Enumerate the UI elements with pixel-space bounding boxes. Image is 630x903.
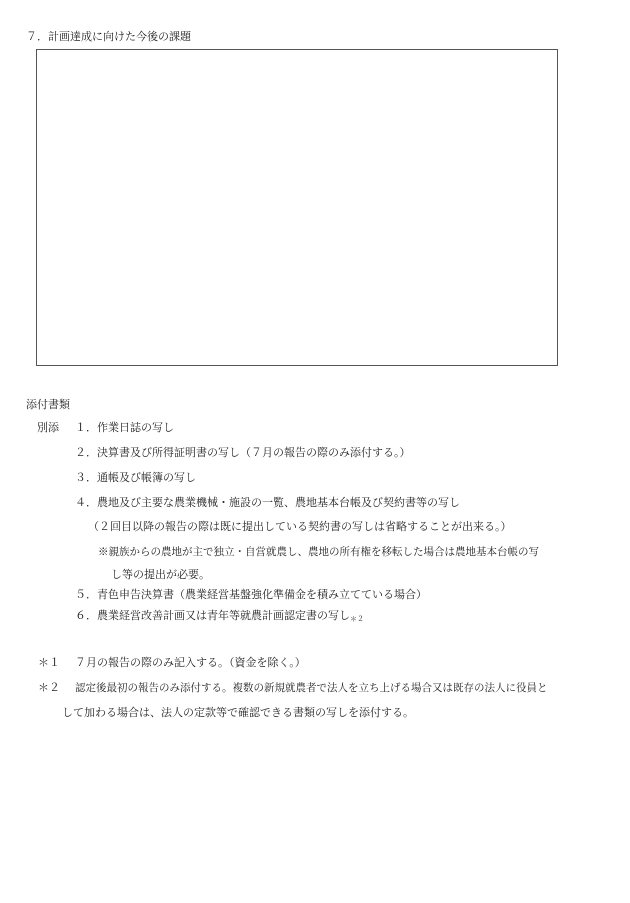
attachment-item-4-note: （２回目以降の報告の際は既に提出している契約書の写しは省略することが出来る。） <box>88 520 512 533</box>
section-7-heading: ７．計画達成に向けた今後の課題 <box>26 30 191 43</box>
attachments-heading: 添付書類 <box>26 398 70 411</box>
attachment-item-2: ２．決算書及び所得証明書の写し（７月の報告の際のみ添付する。） <box>75 446 411 459</box>
attachment-item-5: ５．青色申告決算書（農業経営基盤強化準備金を積み立てている場合） <box>75 588 427 601</box>
attachment-item-1: １．作業日誌の写し <box>75 421 174 434</box>
attachment-item-4-remark-cont: し等の提出が必要。 <box>111 568 210 581</box>
attachment-item-6-text: ６．農業経営改善計画又は青年等就農計画認定書の写し <box>75 609 350 622</box>
note-1-text: ７月の報告の際のみ記入する。（資金を除く。） <box>75 656 306 669</box>
note-2-text-line-1: 認定後最初の報告のみ添付する。複数の新規就農者で法人を立ち上げる場合又は既存の法人に役員と <box>75 682 548 694</box>
note-2-marker: ＊２ <box>38 681 60 694</box>
attachment-item-4-remark: ※親族からの農地が主で独立・自営就農し、農地の所有権を移転した場合は農地基本台帳の写 <box>98 546 539 558</box>
attachment-item-4: ４．農地及び主要な農業機械・施設の一覧、農地基本台帳及び契約書等の写し <box>75 496 460 509</box>
note-2-text-line-2: して加わる場合は、法人の定款等で確認できる書類の写しを添付する。 <box>62 706 414 719</box>
attachments-lead-label: 別添 <box>37 421 59 434</box>
issues-answer-box[interactable] <box>36 49 558 366</box>
attachment-item-3: ３．通帳及び帳簿の写し <box>75 471 196 484</box>
attachment-item-6-footnote-ref: ＊２ <box>350 615 364 623</box>
attachment-item-6 <box>75 609 364 626</box>
note-1-marker: ＊１ <box>38 656 60 669</box>
